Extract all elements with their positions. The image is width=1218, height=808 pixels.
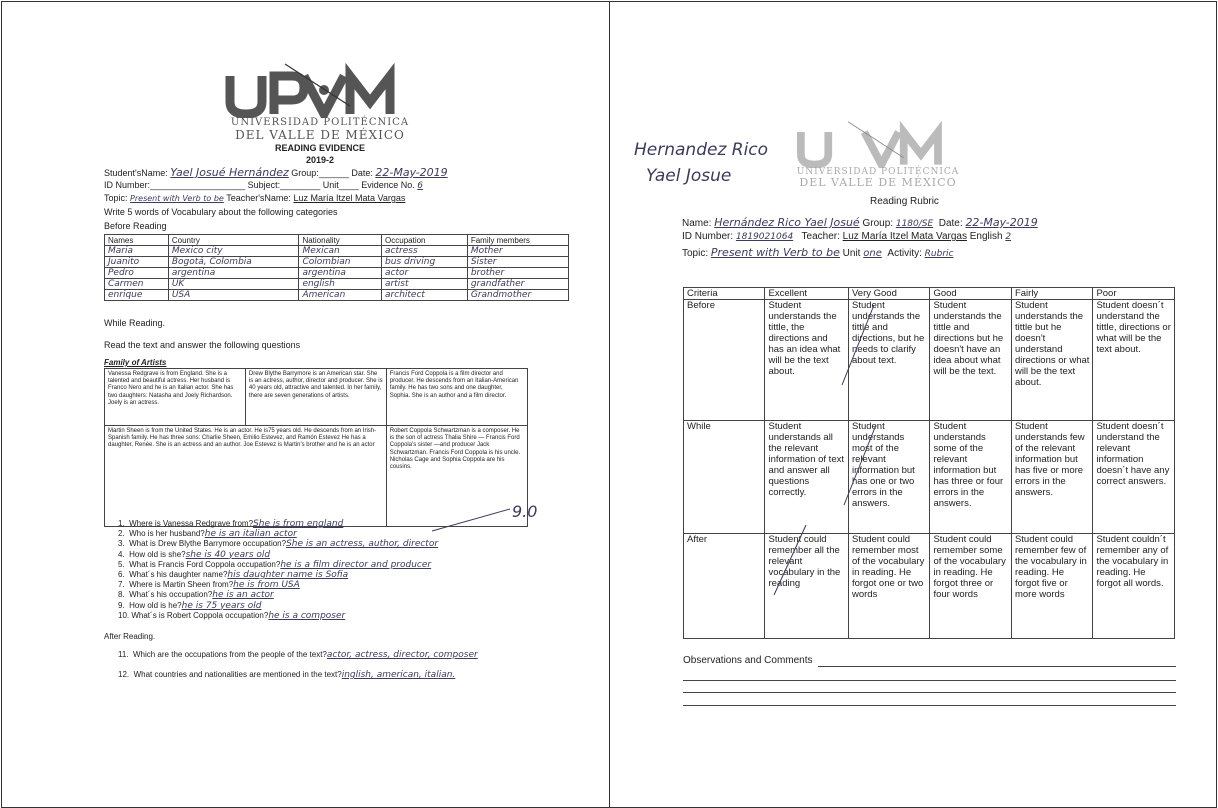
vocab-cell[interactable]: Pedro <box>105 268 169 279</box>
upvm-logo <box>200 62 440 141</box>
question-number: 11. <box>118 650 129 659</box>
rubric-header: Criteria <box>684 288 765 300</box>
vocab-header: Nationality <box>299 235 382 246</box>
group-label: Group: <box>291 168 319 178</box>
title-text: READING EVIDENCE <box>274 143 365 153</box>
date-value[interactable]: 22-May-2019 <box>375 166 448 179</box>
question-text: What´s his occupation? <box>129 590 213 600</box>
question-text: Where is Martin Sheen from? <box>129 580 234 590</box>
english-value[interactable]: 2 <box>1005 232 1012 242</box>
student-label: Student'sName: <box>104 168 168 178</box>
answer-text[interactable]: she is 40 years old <box>185 549 271 560</box>
vocab-cell[interactable]: American <box>299 290 382 301</box>
vocab-cell[interactable]: artist <box>382 279 468 290</box>
family-row <box>105 369 528 426</box>
rubric-row <box>684 421 1175 534</box>
rubric-cell[interactable]: Student doesn´t understand the relevant information doesn´t have any correct answers. <box>1093 421 1175 534</box>
id-value[interactable]: 1819021064 <box>735 232 794 242</box>
evidence-value[interactable]: 6 <box>417 181 424 191</box>
observations-line[interactable] <box>818 666 1176 667</box>
family-of-artists-table <box>104 368 528 527</box>
rubric-check-mark-icon <box>838 300 878 390</box>
rubric-cell[interactable]: Student understands the tittle, the directions and has an idea what will be the text about. <box>765 300 849 421</box>
rubric-cell[interactable]: Student understands the tittle but he doesn't understand directions or what will be the text about. <box>1011 300 1092 421</box>
teacher-label: Teacher'sName: <box>226 193 291 203</box>
vocab-cell[interactable]: USA <box>168 290 299 301</box>
rubric-cell[interactable]: Student could remember all the relevant vocabulary in the reading <box>765 534 849 639</box>
question-number: 12. <box>118 670 130 679</box>
family-title: Family of Artists <box>104 358 167 367</box>
group-value[interactable]: 1180/SE <box>895 219 934 229</box>
question-text: How old is she? <box>129 549 186 559</box>
student-line: Student'sName: Yael Josué Hernández Group:______ Date: 22-May-2019 <box>104 166 448 179</box>
vocabulary-row <box>105 257 569 268</box>
rubric-cell[interactable]: Student could remember some of the vocabulary in reading. He forgot three or four words <box>930 534 1011 639</box>
vocab-cell[interactable]: Carmen <box>105 279 169 290</box>
question-item <box>118 550 588 560</box>
date-label: Date: <box>938 218 963 229</box>
question-item <box>118 590 588 600</box>
answer-text[interactable]: he is a composer <box>268 610 346 621</box>
vocabulary-row <box>105 290 569 301</box>
family-cell: Martin Sheen is from the United States. He is an actor. He is75 years old. He descends from an Irish-Spanish family. He has three sons: Charlie Sheen, Emilio Estevez, and Ramón Estevez He has a daughter, Renée. She is an actress and an author. Joe Estevez is Martin's brother and he is an actor <box>105 426 387 527</box>
question-item <box>118 570 588 580</box>
question-number: 1. <box>118 519 125 528</box>
observations-line[interactable] <box>683 680 1176 681</box>
observations-label: Observations and Comments <box>683 655 813 666</box>
unit-value[interactable]: one <box>863 248 882 259</box>
topic-line <box>104 193 574 203</box>
vocab-cell[interactable]: argentina <box>299 268 382 279</box>
name-label: Name: <box>682 218 712 229</box>
question-item <box>118 645 598 665</box>
rubric-cell[interactable]: Student understands all the relevant information of text and answer all questions correctly. <box>765 421 849 534</box>
answer-text[interactable]: She is from england <box>253 519 344 529</box>
rubric-cell[interactable]: Student understands the tittle and directions, but he needs to clarify about text. <box>848 300 929 421</box>
upvm-logo <box>758 120 998 189</box>
after-questions-list <box>118 645 598 685</box>
topic-value[interactable]: Present with Verb to be <box>710 246 840 259</box>
vocab-cell[interactable]: Grandmother <box>467 290 568 301</box>
vocab-cell[interactable]: Colombian <box>299 257 382 268</box>
question-item <box>118 580 588 590</box>
topic-label: Topic: <box>682 248 709 259</box>
vocab-header: Family members <box>467 235 568 246</box>
answer-text[interactable]: he is 75 years old <box>181 600 262 611</box>
after-reading-label: After Reading. <box>104 632 156 641</box>
question-item <box>118 539 588 549</box>
question-text: Which are the occupations from the people of the text? <box>132 650 327 659</box>
question-text: How old is he? <box>129 600 182 610</box>
rubric-criteria: After <box>684 534 765 639</box>
rubric-criteria: Before <box>684 300 765 421</box>
rubric-cell[interactable]: Student could remember most of the vocabulary in reading. He forgot one or two words <box>848 534 929 639</box>
handwritten-surname: Hernandez Rico <box>634 140 769 160</box>
question-text: What´s his daughter name? <box>129 570 228 580</box>
vocabulary-row <box>105 279 569 290</box>
rubric-header: Excellent <box>765 288 849 300</box>
id-line <box>682 231 1202 242</box>
vocab-header: Country <box>168 235 299 246</box>
rubric-header: Poor <box>1093 288 1175 300</box>
rubric-header: Very Good <box>848 288 929 300</box>
rubric-cell[interactable]: Student understands most of the relevant information but has one or two errors in the answers. <box>848 421 929 534</box>
vocab-cell[interactable]: Mexican <box>299 246 382 257</box>
while-reading-label: While Reading. <box>104 318 166 328</box>
observations-line[interactable] <box>683 705 1176 706</box>
activity-label: Activity: <box>887 248 922 259</box>
logo-line-1: UNIVERSIDAD POLITÉCNICA <box>796 167 960 177</box>
family-cell: Francis Ford Coppola is a film director and producer. He descends from an Italian-American family. He has two sons and one daughter, Sophia. She is an author and a film director. <box>386 369 527 426</box>
vocab-cell[interactable]: actress <box>382 246 468 257</box>
rubric-criteria: While <box>684 421 765 534</box>
vocab-cell[interactable]: architect <box>382 290 468 301</box>
answer-text[interactable]: he is an actor <box>212 590 274 601</box>
answer-text[interactable]: inglish, american, italian. <box>341 670 456 680</box>
before-reading-label: Before Reading <box>104 221 167 231</box>
question-number: 5. <box>118 559 125 569</box>
year-text: 2019-2 <box>305 155 335 165</box>
family-cell: Vanessa Redgrave is from England. She is a talented and beautiful actress. Her husband is Franco Nero and he is an Italian actor. She has two daughters: Natasha and Joely Richardson. Joely is an actress. <box>105 369 246 426</box>
question-number: 10. <box>118 610 130 620</box>
vocab-cell[interactable]: enrique <box>105 290 169 301</box>
id-label: ID Number: <box>104 180 151 190</box>
rubric-row <box>684 300 1175 421</box>
handwritten-firstname: Yael Josue <box>646 166 732 186</box>
topic-line <box>682 246 1202 259</box>
vocabulary-row <box>105 246 569 257</box>
rubric-cell[interactable]: Student couldn´t remember any of the vocabulary in reading. He forgot all words. <box>1093 534 1175 639</box>
id-line: ID Number:___________________ Subject:________ Unit____ Evidence No. 6 <box>104 180 424 191</box>
question-item <box>118 611 588 621</box>
question-number: 6. <box>118 570 125 580</box>
student-name-value[interactable]: Yael Josué Hernández <box>170 166 289 179</box>
question-number: 7. <box>118 580 125 590</box>
vocabulary-table <box>104 234 569 301</box>
english-label: English <box>969 231 1003 242</box>
name-value[interactable]: Hernández Rico Yael Josué <box>714 216 860 229</box>
rubric-header-row <box>684 288 1175 300</box>
teacher-value: Luz María Itzel Mata Vargas <box>842 231 967 242</box>
subject-label: Subject: <box>247 180 281 190</box>
question-item <box>118 665 598 685</box>
right-page <box>610 0 1218 808</box>
read-instruction: Read the text and answer the following questions <box>104 340 301 350</box>
topic-value[interactable]: Present with Verb to be <box>130 194 224 203</box>
question-number: 4. <box>118 549 125 559</box>
vocab-cell[interactable]: Mexico city <box>168 246 299 257</box>
answer-text[interactable]: he is from USA <box>233 580 300 591</box>
vocab-cell[interactable]: Mother <box>467 246 568 257</box>
group-label: Group: <box>862 218 894 229</box>
logo-line-2: DEL VALLE DE MÉXICO <box>235 127 405 142</box>
question-item <box>118 560 588 570</box>
logo-line-2: DEL VALLE DE MÉXICO <box>799 176 957 190</box>
vocab-cell[interactable]: Bogotá, Colombia <box>168 257 299 268</box>
answer-text[interactable]: he is a film director and producer <box>280 559 432 570</box>
id-label: ID Number: <box>682 231 734 242</box>
upvm-logo-graphic <box>200 62 440 118</box>
observations-line[interactable] <box>683 692 1176 693</box>
rubric-row <box>684 534 1175 639</box>
vocab-cell[interactable]: bus driving <box>382 257 468 268</box>
answer-text[interactable]: She is an actress, author, director <box>286 539 439 550</box>
family-cell: Robert Coppola Schwartzman is a composer. He is the son of actress Thalia Shire — Francis Ford Coppola's sister —and producer Jack Schwartzman. Francis Ford Coppola is his uncle. Nicholas Cage and Sophia Coppola are his cousins. <box>386 426 527 527</box>
question-number: 3. <box>118 539 125 549</box>
answer-text[interactable]: his daughter name is Sofia <box>227 570 349 581</box>
rubric-cell[interactable]: Student could remember few of the vocabulary in reading. He forgot five or more words <box>1011 534 1092 639</box>
answer-text[interactable]: actor, actress, director, composer <box>326 650 478 660</box>
question-text: What´s is Robert Coppola occupation? <box>131 610 269 620</box>
rubric-header: Fairly <box>1011 288 1092 300</box>
rubric-header: Good <box>930 288 1011 300</box>
rubric-cell[interactable]: Student understands few of the relevant information but has five or more errors in the answers. <box>1011 421 1092 534</box>
teacher-value: Luz María Itzel Mata Vargas <box>293 193 406 203</box>
vocab-cell[interactable]: Maria <box>105 246 169 257</box>
question-item <box>118 601 588 611</box>
question-number: 9. <box>118 600 125 610</box>
questions-list <box>118 519 588 621</box>
vocab-header: Names <box>105 235 169 246</box>
date-label: Date: <box>351 168 373 178</box>
vocab-cell[interactable]: english <box>299 279 382 290</box>
question-text: What is Francis Ford Coppola occupation? <box>129 559 281 569</box>
question-text: Who is her husband? <box>129 529 205 539</box>
vocab-cell[interactable]: grandfather <box>467 279 568 290</box>
rubric-check-mark-icon <box>840 420 880 510</box>
evidence-label: Evidence No. <box>361 180 415 190</box>
vocab-cell[interactable]: Juanito <box>105 257 169 268</box>
vocabulary-row <box>105 268 569 279</box>
vocab-cell[interactable]: argentina <box>168 268 299 279</box>
rubric-cell[interactable]: Student doesn´t understand the tittle, directions or what will be the text about. <box>1093 300 1175 421</box>
page-title <box>210 143 430 165</box>
vocab-cell[interactable]: actor <box>382 268 468 279</box>
family-cell: Drew Blythe Barrymore is an American star. She is an actress, author, director and producer. She is 40 years old, attractive and talented. In her family, there are seven generations of artists. <box>245 369 386 426</box>
vocabulary-header-row <box>105 235 569 246</box>
rubric-cell[interactable]: Student understands the tittle and directions but he doesn't have an idea about what will be the text. <box>930 300 1011 421</box>
instruction: Write 5 words of Vocabulary about the following categories <box>104 207 338 217</box>
rubric-cell[interactable]: Student understands some of the relevant information but has three or four errors in the answers. <box>930 421 1011 534</box>
score: 9.0 <box>512 502 538 521</box>
vocab-cell[interactable]: UK <box>168 279 299 290</box>
logo-line-1: UNIVERSIDAD POLITÉCNICA <box>230 117 410 128</box>
upvm-logo-graphic <box>758 120 998 168</box>
question-text: What countries and nationalities are mentioned in the text? <box>133 670 342 679</box>
unit-label: Unit <box>842 248 861 259</box>
vocab-cell[interactable]: Sister <box>467 257 568 268</box>
name-line <box>682 216 1202 229</box>
vocab-cell[interactable]: brother <box>467 268 568 279</box>
question-item <box>118 529 588 539</box>
question-number: 8. <box>118 590 125 600</box>
rubric-title: Reading Rubric <box>870 196 939 207</box>
question-number: 2. <box>118 529 125 539</box>
rubric-check-mark-icon <box>770 520 810 600</box>
question-text: Where is Vanessa Redgrave from? <box>129 519 254 528</box>
unit-label: Unit <box>322 180 339 190</box>
question-text: What is Drew Blythe Barrymore occupation? <box>129 539 287 549</box>
vocab-header: Occupation <box>382 235 468 246</box>
teacher-label: Teacher: <box>801 231 840 242</box>
reading-rubric-table <box>683 287 1175 639</box>
activity-value[interactable]: Rubric <box>924 249 954 259</box>
date-value[interactable]: 22-May-2019 <box>965 216 1038 229</box>
answer-text[interactable]: he is an italian actor <box>204 529 297 540</box>
topic-label: Topic: <box>104 193 128 203</box>
question-item <box>118 519 588 529</box>
